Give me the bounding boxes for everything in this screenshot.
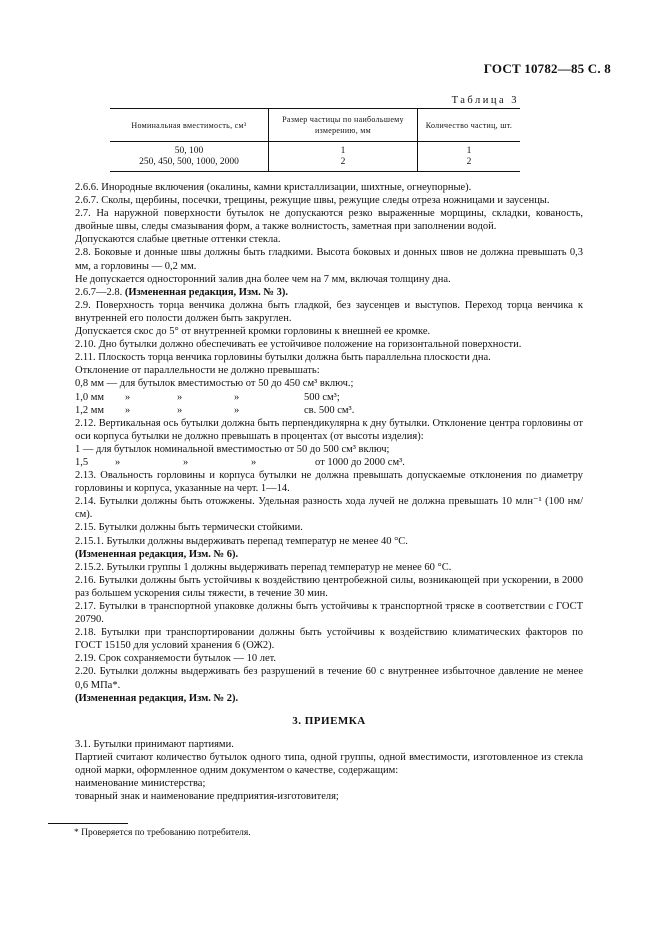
table-row [110, 157, 520, 172]
table-cell: 2 [418, 157, 521, 172]
paragraph: 2.18. Бутылки при транспортировании должны быть устойчивы к воздействию климатических факторов по ГОСТ 15150 для условий хранения 6 (ОЖ2). [75, 627, 583, 652]
table-row [110, 142, 520, 158]
paragraph: 2.20. Бутылки должны выдерживать без разрушений в течение 60 с внутреннее избыточное давление не менее 0,6 МПа*. [75, 666, 583, 691]
table-cell: 2 [269, 157, 418, 172]
paragraph: Допускается скос до 5° от внутренней кромки горловины к внешней ее кромке. [75, 326, 431, 338]
tolerance-cell: св. 500 см³. [304, 404, 355, 416]
ditto-mark: » [125, 391, 131, 403]
tolerance-row [75, 456, 583, 469]
paragraph: 2.7. На наружной поверхности бутылок не допускаются резко выраженные морщины, складки, кованость, двойные швы, следы смазывания форм, а также волнистость, заметная при заполнении водой. [75, 208, 583, 233]
paragraph: Допускаются слабые цветные оттенки стекла. [75, 234, 281, 246]
amendment-note: (Измененная редакция, Изм. № 6). [75, 548, 239, 560]
table-header-capacity: Номинальная вместимость, см³ [110, 109, 269, 142]
paragraph: 2.11. Плоскость торца венчика горловины бутылки должна быть параллельна плоскости дна. [75, 352, 491, 364]
paragraph: 3.1. Бутылки принимают партиями. [75, 738, 234, 750]
table-cell: 250, 450, 500, 1000, 2000 [110, 157, 269, 172]
paragraph: 2.15.1. Бутылки должны выдерживать перепад температур не менее 40 °С. [75, 535, 408, 547]
paragraph-number: 2.6.7—2.8. [75, 286, 123, 298]
table-header-particle-size: Размер частицы по наибольшему измерению, мм [269, 109, 418, 142]
paragraph: 2.10. Дно бутылки должно обеспечивать ее устойчивое положение на горизонтальной поверхности. [75, 339, 522, 351]
paragraph: 2.9. Поверхность торца венчика должна быть гладкой, без заусенцев и выступов. Переход торца венчика к внутренней его полости должен быть закруглен. [75, 299, 583, 324]
ditto-mark: » [177, 391, 183, 403]
paragraph: 2.6.7. Сколы, щербины, посечки, трещины, режущие швы, режущие следы отреза ножницами и заусенцы. [75, 195, 550, 207]
paragraph: Отклонение от параллельности не должно превышать: [75, 365, 320, 377]
paragraph: товарный знак и наименование предприятия-изготовителя; [75, 791, 339, 803]
paragraph: 2.16. Бутылки должны быть устойчивы к воздействию центробежной силы, возникающей при ускорении, в 2000 раз большем ускорения силы тяжести, в течение 30 мин. [75, 574, 583, 599]
paragraph: 2.15.2. Бутылки группы 1 должны выдерживать перепад температур не менее 60 °С. [75, 561, 452, 573]
ditto-mark: » [251, 456, 257, 468]
paragraph: 2.6.6. Инородные включения (окалины, камни кристаллизации, шихтные, огнеупорные). [75, 182, 472, 193]
page-header: ГОСТ 10782—85 С. 8 [483, 61, 611, 76]
tolerance-row [75, 404, 583, 417]
paragraph: 2.15. Бутылки должны быть термически стойкими. [75, 522, 303, 534]
paragraph: 0,8 мм — для бутылок вместимостью от 50 до 450 см³ включ.; [75, 378, 354, 390]
table-caption: Таблица 3 [451, 95, 519, 106]
paragraph: 2.13. Овальность горловины и корпуса бутылки не должна превышать допускаемые отклонения по диаметру горловины и корпуса, указанные на черт. 1—14. [75, 470, 583, 495]
table-cell: 1 [418, 142, 521, 158]
table-cell: 1 [269, 142, 418, 158]
paragraph: Партией считают количество бутылок одного типа, одной группы, одной вместимости, изготовленное из стекла одной марки, оформленное одним документом о качестве, содержащим: [75, 751, 583, 777]
document-body [75, 181, 583, 803]
table-header-row [110, 109, 520, 142]
paragraph: 2.17. Бутылки в транспортной упаковке должны быть устойчивы к транспортной тряске в соответствии с ГОСТ 20790. [75, 601, 583, 626]
ditto-mark: » [177, 404, 183, 416]
paragraph: 2.19. Срок сохраняемости бутылок — 10 лет. [75, 653, 277, 665]
footnote-divider [48, 823, 128, 824]
section-title: 3. ПРИЕМКА [292, 714, 366, 727]
paragraph: наименование министерства; [75, 778, 206, 790]
paragraph [75, 286, 583, 299]
paragraph: 2.14. Бутылки должны быть отожжены. Удельная разность хода лучей не должна превышать 10 млн⁻¹ (100 нм/см). [75, 496, 583, 521]
paragraph: 1 — для бутылок номинальной вместимостью от 50 до 500 см³ включ; [75, 443, 390, 455]
tolerance-cell: 1,0 мм [75, 391, 105, 403]
paragraph: 2.8. Боковые и донные швы должны быть гладкими. Высота боковых и донных швов не должна превышать 0,3 мм, а горловины — 0,2 мм. [75, 247, 583, 272]
tolerance-row [75, 391, 583, 404]
paragraph: 2.12. Вертикальная ось бутылки должна быть перпендикулярна к дну бутылки. Отклонение центра горловины от оси корпуса бутылки не должно превышать в процентах (от высоты изделия): [75, 417, 583, 442]
tolerance-cell: от 1000 до 2000 см³. [315, 456, 405, 468]
data-table [110, 108, 520, 172]
tolerance-cell: 1,2 мм [75, 404, 105, 416]
ditto-mark: » [183, 456, 189, 468]
amendment-note: (Измененная редакция, Изм. № 2). [75, 692, 239, 704]
tolerance-cell: 1,5 [75, 456, 89, 468]
ditto-mark: » [125, 404, 131, 416]
footnote: * Проверяется по требованию потребителя. [74, 828, 251, 838]
amendment-note: (Измененная редакция, Изм. № 3). [124, 286, 288, 298]
ditto-mark: » [234, 404, 240, 416]
table-cell: 50, 100 [174, 146, 204, 156]
ditto-mark: » [115, 456, 121, 468]
tolerance-cell: 500 см³; [304, 391, 340, 403]
ditto-mark: » [234, 391, 240, 403]
paragraph: Не допускается односторонний залив дна более чем на 7 мм, включая толщину дна. [75, 273, 451, 285]
table-header-count: Количество частиц, шт. [418, 109, 521, 142]
